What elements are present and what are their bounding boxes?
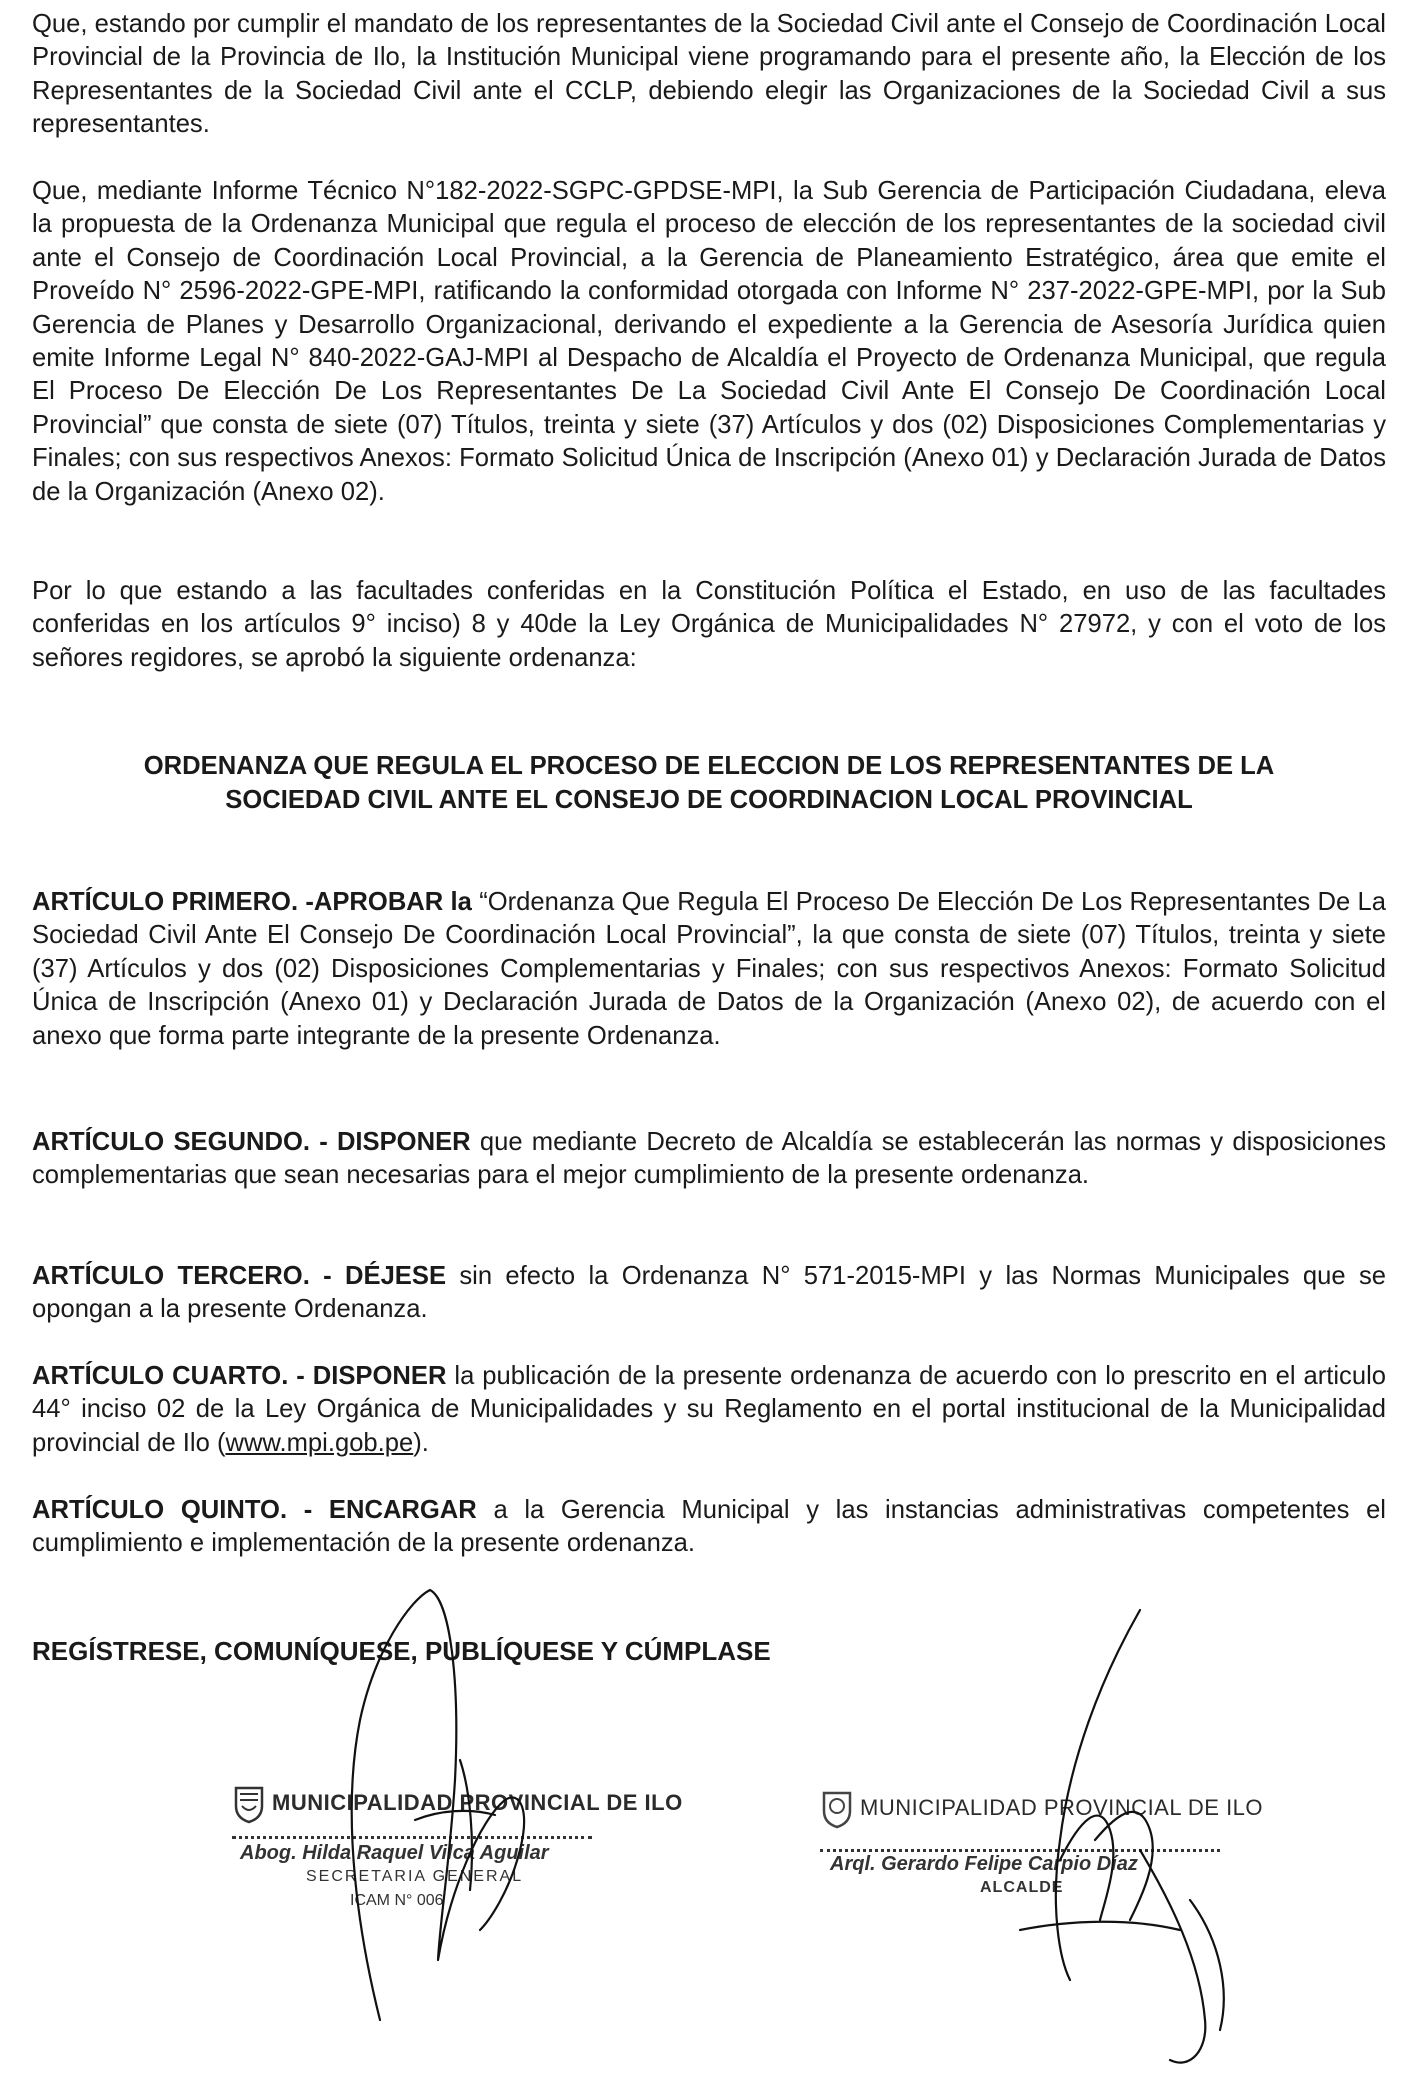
article-text: que mediante Decreto de Alcaldía se establecerán las normas y disposiciones complementarias que sean necesarias para el mejor cumplimiento de la presente ordenanza. xyxy=(32,1128,1386,1190)
signer-name: Arql. Gerardo Felipe Carpio Díaz xyxy=(830,1853,1138,1875)
website-link[interactable]: www.mpi.gob.pe xyxy=(225,1428,414,1457)
article-heading: ARTÍCULO TERCERO. - DÉJESE xyxy=(32,1262,447,1290)
ordinance-title-line-2: SOCIEDAD CIVIL ANTE EL CONSEJO DE COORDINACION LOCAL PROVINCIAL xyxy=(225,786,1193,814)
stamp-entity: MUNICIPALIDAD PROVINCIAL DE ILO xyxy=(272,1790,683,1815)
article-heading: ARTÍCULO PRIMERO. -APROBAR la xyxy=(32,888,472,916)
signer-name: Abog. Hilda Raquel Vilca Aguilar xyxy=(240,1842,549,1864)
considerando-1: Que, estando por cumplir el mandato de los representantes de la Sociedad Civil ante el Consejo de Coordinación Local Provincial de la Provincia de Ilo, la Institución Municipal viene programando para el presente año, la Elección de los Representantes de la Sociedad Civil ante el CCLP, debiendo elegir las Organizaciones de la Sociedad Civil a sus representantes. xyxy=(32,10,1386,139)
article-tercero xyxy=(32,1260,1386,1327)
article-text: sin efecto la Ordenanza N° 571-2015-MPI y las Normas Municipales que se opongan a la presente Ordenanza. xyxy=(32,1262,1386,1324)
article-primero xyxy=(32,886,1386,1053)
article-heading: ARTÍCULO CUARTO. - DISPONER xyxy=(32,1362,447,1390)
considerando-3: Por lo que estando a las facultades conferidas en la Constitución Política el Estado, en uso de las facultades conferidas en los artículos 9° inciso) 8 y 40de la Ley Orgánica de Municipalidades N° 27972, y con el voto de los señores regidores, se aprobó la siguiente ordenanza: xyxy=(32,577,1386,672)
signature-line xyxy=(820,1849,1220,1852)
article-segundo xyxy=(32,1126,1386,1193)
article-text: a la Gerencia Municipal y las instancias administrativas competentes el cumplimiento e implementación de la presente ordenanza. xyxy=(32,1496,1386,1558)
signer-registration: ICAM N° 006 xyxy=(350,1892,444,1909)
article-text: la publicación de la presente ordenanza de acuerdo con lo prescrito en el articulo 44° inciso 02 de la Ley Orgánica de Municipalidades y su Reglamento en el portal institucional de la Municipalidad provincial de Ilo ( xyxy=(32,1362,1387,1457)
signer-role: ALCALDE xyxy=(980,1879,1064,1896)
considerando-2: Que, mediante Informe Técnico N°182-2022-SGPC-GPDSE-MPI, la Sub Gerencia de Participación Ciudadana, eleva la propuesta de la Ordenanza Municipal que regula el proceso de elección de los representantes de la sociedad civil ante el Consejo de Coordinación Local Provincial, a la Gerencia de Planeamiento Estratégico, área que emite el Proveído N° 2596-2022-GPE-MPI, ratificando la conformidad otorgada con Informe N° 237-2022-GPE-MPI, por la Sub Gerencia de Planes y Desarrollo Organizacional, derivando el expediente a la Gerencia de Asesoría Jurídica quien emite Informe Legal N° 840-2022-GAJ-MPI al Despacho de Alcaldía el Proyecto de Ordenanza Municipal, que regula El Proceso De Elección De Los Representantes De La Sociedad Civil Ante El Consejo De Coordinación Local Provincial” que consta de siete (07) Títulos, treinta y siete (37) Artículos y dos (02) Disposiciones Complementarias y Finales; con sus respectivos Anexos: Formato Solicitud Única de Inscripción (Anexo 01) y Declaración Jurada de Datos de la Organización (Anexo 02). xyxy=(32,177,1386,506)
ordinance-title xyxy=(32,749,1386,817)
closing-formula: REGÍSTRESE, COMUNÍQUESE, PUBLÍQUESE Y CÚMPLASE xyxy=(32,1636,771,1666)
article-text: “Ordenanza Que Regula El Proceso De Elección De Los Representantes De La Sociedad Civil Ante El Consejo De Coordinación Local Provincial”, la que consta de siete (07) Títulos, treinta y siete (37) Artículos y dos (02) Disposiciones Complementarias y Finales; con sus respectivos Anexos: Formato Solicitud Única de Inscripción (Anexo 01) y Declaración Jurada de Datos de la Organización (Anexo 02), de acuerdo con el anexo que forma parte integrante de la presente Ordenanza. xyxy=(32,888,1386,1050)
municipal-crest-icon xyxy=(232,1784,266,1824)
ordinance-title-line-1: ORDENANZA QUE REGULA EL PROCESO DE ELECCION DE LOS REPRESENTANTES DE LA xyxy=(143,752,1275,780)
stamp-entity: MUNICIPALIDAD PROVINCIAL DE ILO xyxy=(860,1795,1264,1820)
municipal-crest-icon xyxy=(820,1789,854,1829)
signature-line xyxy=(232,1836,592,1839)
signer-role: SECRETARIA GENERAL xyxy=(306,1868,524,1885)
article-cuarto xyxy=(32,1360,1386,1460)
stamp-alcalde xyxy=(820,1795,1264,1925)
article-quinto xyxy=(32,1494,1386,1561)
article-heading: ARTÍCULO SEGUNDO. - DISPONER xyxy=(32,1128,471,1156)
stamp-secretaria-general xyxy=(232,1790,683,1920)
article-text-after: ). xyxy=(413,1428,429,1457)
article-heading: ARTÍCULO QUINTO. - ENCARGAR xyxy=(32,1496,477,1524)
